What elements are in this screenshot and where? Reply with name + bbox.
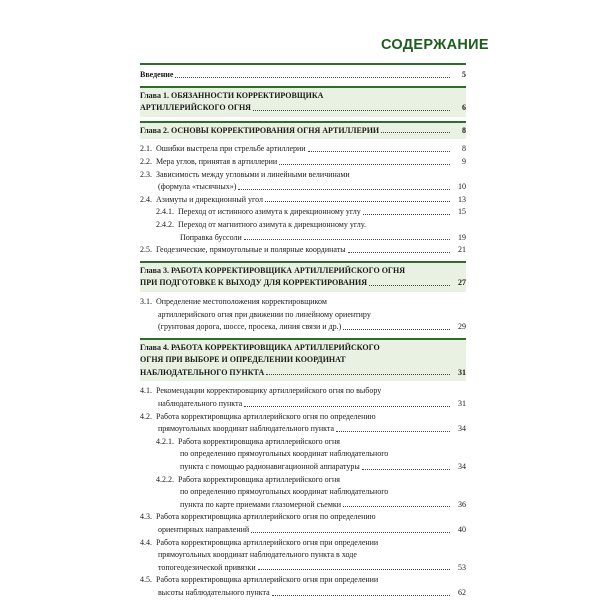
entry-number: 2.4. xyxy=(140,194,152,204)
entry-page: 21 xyxy=(458,245,466,255)
entry-text-cont: прямоугольных координат наблюдательного пункта в ходе xyxy=(158,550,357,560)
entry-number: 4.2. xyxy=(140,411,152,421)
entry-number: 4.1. xyxy=(140,386,152,396)
entry-page: 13 xyxy=(458,194,466,204)
chapter-title: Глава 1. ОБЯЗАННОСТИ КОРРЕКТИРОВЩИКА xyxy=(140,90,324,100)
entry-text: Ошибки выстрела при стрельбе артиллерии xyxy=(156,144,306,154)
entry-page: 62 xyxy=(458,587,466,597)
entry-text-cont: по определению прямоугольных координат наблюдательного xyxy=(180,449,389,459)
entry-text-cont: топогеодезической привязки xyxy=(158,562,256,572)
entry-number: 4.3. xyxy=(140,512,152,522)
entry-page: 6 xyxy=(462,103,466,113)
entry-text: Работа корректировщика артиллерийского огня по определению xyxy=(156,411,376,421)
toc-entry-4-1[interactable] xyxy=(140,385,466,410)
page-title: СОДЕРЖАНИЕ xyxy=(381,37,489,53)
entry-number: 2.4.1. xyxy=(156,207,174,217)
entry-number: 4.4. xyxy=(140,537,152,547)
entry-text-cont: (грунтовая дорога, шоссе, просека, линия связи и др.) xyxy=(158,322,342,332)
entry-number: 4.2.1. xyxy=(156,436,174,446)
toc-entry-4-2-1[interactable] xyxy=(140,436,466,474)
entry-text: Введение xyxy=(140,70,174,79)
toc-entry-4-5[interactable] xyxy=(140,574,466,599)
toc-entry-4-3[interactable] xyxy=(140,511,466,536)
entry-page: 5 xyxy=(462,70,466,79)
entry-number: 4.2.2. xyxy=(156,474,174,484)
toc-entry-2-4-2[interactable] xyxy=(140,219,466,244)
entry-text: Зависимость между угловыми и линейными величинами xyxy=(156,169,350,179)
entry-page: 40 xyxy=(458,525,466,534)
toc-entry-2-4[interactable] xyxy=(140,194,466,207)
entry-number: 2.3. xyxy=(140,169,152,179)
toc-entry-intro[interactable] xyxy=(140,69,466,82)
entry-text: Работа корректировщика артиллерийского огня xyxy=(178,436,340,446)
entry-text-cont: (формула «тысячных») xyxy=(158,182,237,192)
entry-text-cont: прямоугольных координат наблюдательного пункта xyxy=(158,424,335,434)
toc-chapter-2[interactable] xyxy=(140,123,466,140)
entry-number: 2.1. xyxy=(140,144,152,154)
chapter-title: Глава 3. РАБОТА КОРРЕКТИРОВЩИКА АРТИЛЛЕРИЙСКОГО ОГНЯ xyxy=(140,265,406,275)
entry-page: 27 xyxy=(458,278,466,288)
entry-page: 15 xyxy=(458,207,466,217)
toc-entry-2-3[interactable] xyxy=(140,169,466,194)
entry-text: Работа корректировщика артиллерийского огня по определению xyxy=(156,512,376,522)
toc-entry-2-2[interactable] xyxy=(140,156,466,169)
entry-text-cont: артиллерийского огня при движении по линейному ориентиру xyxy=(158,309,371,319)
entry-page: 29 xyxy=(458,322,466,332)
entry-text-cont: наблюдательного пункта xyxy=(158,399,243,409)
toc-entry-4-4[interactable] xyxy=(140,537,466,575)
entry-text: Геодезические, прямоугольные и полярные координаты xyxy=(156,245,346,255)
entry-page: 34 xyxy=(458,424,466,434)
entry-text-cont: пункта с помощью радионавигационной аппаратуры xyxy=(180,462,360,472)
entry-text-cont: по определению прямоугольных координат наблюдательного xyxy=(180,487,389,497)
entry-page: 53 xyxy=(458,562,466,572)
entry-text: Работа корректировщика артиллерийского огня xyxy=(178,474,340,484)
entry-text: Работа корректировщика артиллерийского огня при определении xyxy=(156,537,379,547)
toc-entry-4-2-2[interactable] xyxy=(140,474,466,512)
entry-number: 3.1. xyxy=(140,296,152,306)
toc-chapter-1[interactable] xyxy=(140,88,466,117)
entry-number: 2.2. xyxy=(140,156,152,166)
entry-text-cont: Поправка буссоли xyxy=(180,232,242,242)
entry-text: Переход от истинного азимута к дирекционному углу xyxy=(178,207,361,217)
chapter-title-cont: АРТИЛЛЕРИЙСКОГО ОГНЯ xyxy=(140,103,251,113)
toc-entry-2-4-1[interactable] xyxy=(140,206,466,219)
toc-entry-2-5[interactable] xyxy=(140,244,466,257)
toc-chapter-3[interactable] xyxy=(140,263,466,292)
entry-page: 9 xyxy=(462,156,466,166)
toc-chapter-4[interactable] xyxy=(140,340,466,382)
chapter-title: Глава 2. ОСНОВЫ КОРРЕКТИРОВАНИЯ ОГНЯ АРТИЛЛЕРИИ xyxy=(140,125,380,135)
entry-number: 2.5. xyxy=(140,245,152,255)
entry-text: Переход от магнитного азимута к дирекционному углу. xyxy=(178,219,366,229)
entry-page: 31 xyxy=(458,399,466,409)
entry-page: 19 xyxy=(458,232,466,242)
table-of-contents xyxy=(140,63,466,600)
entry-page: 36 xyxy=(458,499,466,509)
chapter-title-cont: НАБЛЮДАТЕЛЬНОГО ПУНКТА xyxy=(140,367,265,377)
entry-page: 10 xyxy=(458,182,466,192)
entry-page: 31 xyxy=(458,367,466,377)
entry-text-cont: ориентирных направлений xyxy=(158,525,250,534)
entry-number: 2.4.2. xyxy=(156,219,174,229)
entry-text: Работа корректировщика артиллерийского огня при определении xyxy=(156,575,379,585)
entry-text-cont: пункта по карте приемами глазомерной съемки xyxy=(180,499,342,509)
entry-text: Азимуты и дирекционный угол xyxy=(156,194,263,204)
toc-entry-2-1[interactable] xyxy=(140,143,466,156)
entry-text: Мера углов, принятая в артиллерии xyxy=(156,156,278,166)
chapter-title-cont: ПРИ ПОДГОТОВКЕ К ВЫХОДУ ДЛЯ КОРРЕКТИРОВАНИЯ xyxy=(140,278,368,288)
toc-entry-4-2[interactable] xyxy=(140,411,466,436)
entry-text: Рекомендации корректировщику артиллерийского огня по выбору xyxy=(156,386,382,396)
toc-entry-3-1[interactable] xyxy=(140,296,466,334)
entry-text: Определение местоположения корректировщиком xyxy=(156,296,327,306)
entry-page: 8 xyxy=(462,125,466,135)
chapter-title-cont: ОГНЯ ПРИ ВЫБОРЕ И ОПРЕДЕЛЕНИИ КООРДИНАТ xyxy=(140,355,346,365)
entry-page: 34 xyxy=(458,462,466,472)
entry-number: 4.5. xyxy=(140,575,152,585)
entry-text-cont: высоты наблюдательного пункта xyxy=(158,587,270,597)
chapter-title: Глава 4. РАБОТА КОРРЕКТИРОВЩИКА АРТИЛЛЕРИЙСКОГО xyxy=(140,342,380,352)
entry-page: 8 xyxy=(462,144,466,154)
